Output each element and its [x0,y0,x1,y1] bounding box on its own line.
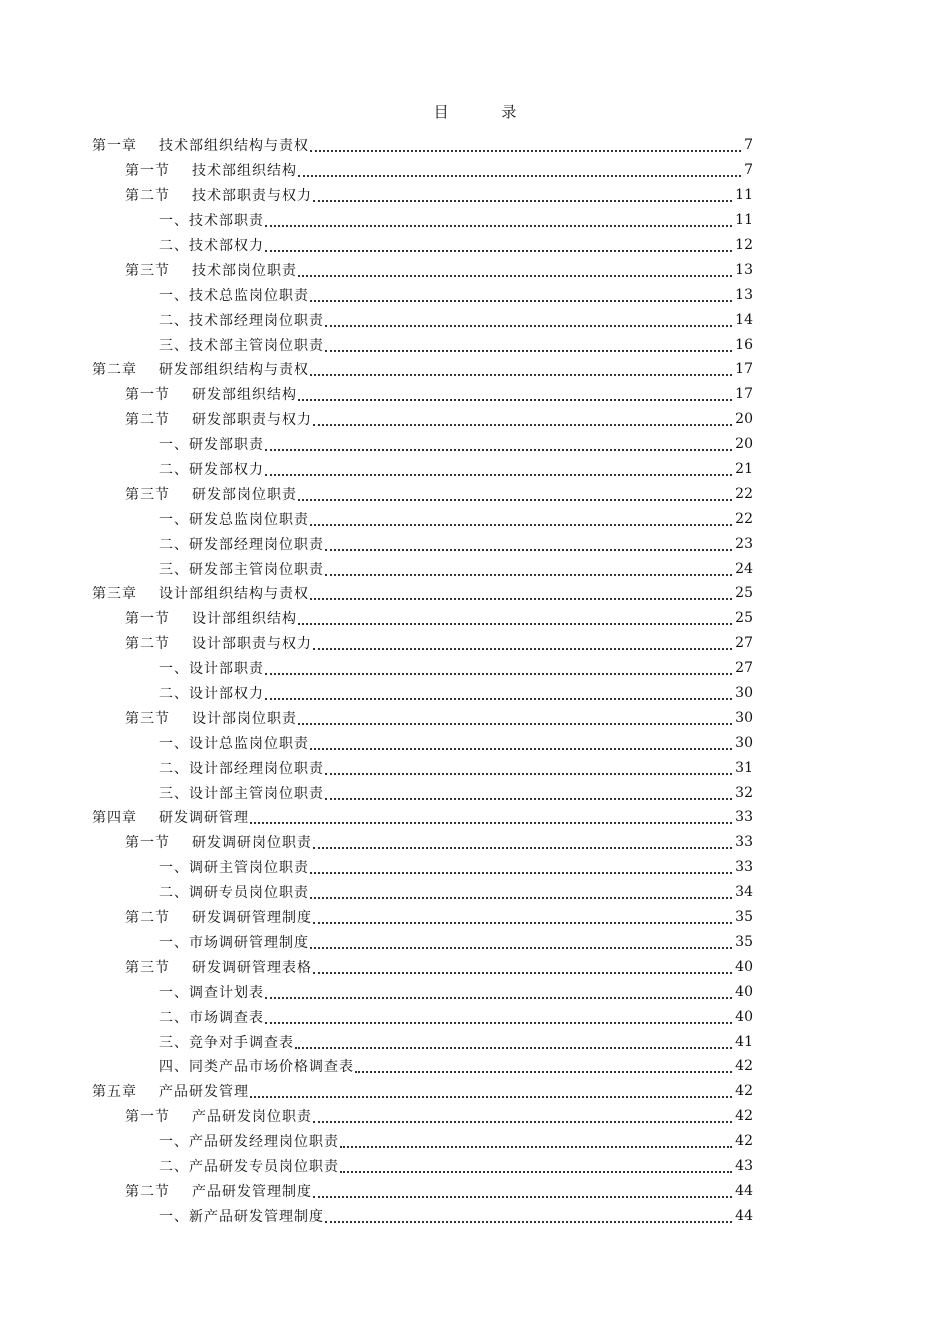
toc-entry-title: 一、设计部职责 [159,661,264,678]
toc-entry-page: 42 [735,1083,753,1100]
toc-entry-page: 30 [735,709,753,726]
toc-entry[interactable] [92,457,753,482]
toc-entry-title: 设计部职责与权力 [192,636,312,653]
toc-entry-page: 13 [735,261,753,278]
toc-entry-number: 第二节 [125,636,170,653]
toc-entry-number: 第一节 [125,387,170,404]
toc-dot-leader [313,186,732,202]
toc-entry-title: 一、调查计划表 [159,984,264,1001]
toc-dot-leader [310,734,732,750]
toc-entry[interactable] [92,1054,753,1079]
toc-entry-page: 42 [735,1108,753,1125]
toc-entry-title: 一、新产品研发管理制度 [159,1208,324,1225]
toc-dot-leader [298,385,732,401]
toc-entry[interactable] [92,631,753,656]
toc-entry-title: 设计部岗位职责 [192,710,297,727]
toc-entry-title: 一、研发总监岗位职责 [159,511,309,528]
toc-dot-leader [250,808,732,824]
toc-entry[interactable] [92,656,753,681]
toc-entry-page: 44 [735,1207,753,1224]
toc-dot-leader [325,784,732,800]
toc-entry-title: 二、调研专员岗位职责 [159,885,309,902]
toc-entry-title: 研发调研管理制度 [192,910,312,927]
toc-entry-title: 三、竞争对手调查表 [159,1034,294,1051]
toc-dot-leader [265,236,732,252]
toc-entry-title: 三、研发部主管岗位职责 [159,561,324,578]
toc-entry-title: 一、研发部职责 [159,437,264,454]
toc-entry-page: 27 [735,660,753,677]
toc-entry-page: 34 [735,884,753,901]
toc-entry-page: 14 [735,311,753,328]
toc-dot-leader [313,958,732,974]
toc-entry-page: 22 [735,510,753,527]
toc-dot-leader [310,136,741,152]
toc-dot-leader [310,510,732,526]
toc-entry-page: 11 [735,187,753,204]
toc-entry-title: 产品研发管理 [159,1084,249,1101]
toc-dot-leader [310,883,732,899]
toc-entry-title: 一、产品研发经理岗位职责 [159,1134,339,1151]
toc-entry[interactable] [92,332,753,357]
toc-entry[interactable] [92,183,753,208]
toc-entry[interactable] [92,382,753,407]
toc-entry[interactable] [92,1178,753,1203]
toc-entry-title: 设计部组织结构与责权 [159,586,309,603]
toc-entry-title: 产品研发管理制度 [192,1183,312,1200]
toc-entry-page: 30 [735,734,753,751]
toc-entry-page: 43 [735,1157,753,1174]
toc-entry-page: 32 [735,784,753,801]
toc-entry-page: 44 [735,1182,753,1199]
toc-entry-page: 40 [735,983,753,1000]
toc-entry-page: 11 [735,212,753,229]
toc-entry-title: 二、研发部权力 [159,462,264,479]
toc-dot-leader [298,609,732,625]
toc-entry-title: 研发调研管理 [159,810,249,827]
toc-entry[interactable] [92,158,753,183]
toc-dot-leader [313,833,732,849]
toc-dot-leader [325,1207,732,1223]
toc-entry[interactable] [92,257,753,282]
toc-entry[interactable] [92,855,753,880]
toc-dot-leader [313,634,732,650]
toc-entry-title: 研发调研岗位职责 [192,835,312,852]
toc-entry-number: 第一节 [125,163,170,180]
toc-entry-number: 第三节 [125,710,170,727]
toc-entry[interactable] [92,1203,753,1228]
toc-entry-title: 技术部组织结构 [192,163,297,180]
toc-entry-title: 二、研发部经理岗位职责 [159,536,324,553]
toc-dot-leader [298,161,741,177]
toc-entry[interactable] [92,705,753,730]
toc-entry-page: 27 [735,635,753,652]
toc-entry-title: 二、技术部权力 [159,238,264,254]
toc-entry-title: 一、调研主管岗位职责 [159,860,309,877]
toc-entry-page: 23 [735,535,753,552]
toc-entry[interactable] [92,930,753,955]
toc-entry-page: 20 [735,411,753,428]
toc-entry-page: 13 [735,286,753,303]
toc-entry-number: 第二节 [125,1183,170,1200]
toc-entry-page: 7 [744,137,753,154]
toc-entry-page: 41 [735,1033,753,1050]
toc-entry-page: 7 [744,162,753,179]
toc-dot-leader [355,1057,732,1073]
toc-entry-page: 16 [735,336,753,353]
toc-entry-title: 一、市场调研管理制度 [159,934,309,951]
toc-title: 目 录 [433,103,541,121]
toc-entry-page: 40 [735,958,753,975]
toc-entry-title: 二、技术部经理岗位职责 [159,312,324,329]
toc-dot-leader [325,759,732,775]
toc-dot-leader [310,360,732,376]
toc-entry-title: 三、技术部主管岗位职责 [159,337,324,354]
toc-entry-title: 二、设计部经理岗位职责 [159,760,324,777]
toc-entry-page: 17 [735,386,753,403]
toc-entry-title: 研发部职责与权力 [192,412,312,429]
toc-entry-page: 25 [735,610,753,627]
toc-dot-leader [265,211,732,227]
toc-entry-page: 17 [735,361,753,378]
toc-entry-number: 第一节 [125,611,170,628]
toc-entry[interactable] [92,282,753,307]
toc-entry[interactable] [92,133,753,158]
toc-dot-leader [325,535,732,551]
toc-dot-leader [265,460,732,476]
toc-entry-title: 产品研发岗位职责 [192,1109,312,1126]
toc-dot-leader [340,1157,732,1173]
toc-dot-leader [313,1107,732,1123]
toc-entry-number: 第二章 [92,362,137,379]
toc-entry[interactable] [92,357,753,382]
toc-entry[interactable] [92,880,753,905]
toc-entry-title: 研发调研管理表格 [192,959,312,976]
toc-entry-title: 二、市场调查表 [159,1009,264,1026]
toc-entry-number: 第三节 [125,959,170,976]
toc-entry-page: 25 [735,585,753,602]
toc-entry[interactable] [92,606,753,631]
toc-dot-leader [325,336,732,352]
toc-entry-page: 22 [735,485,753,502]
toc-entry-title: 技术部组织结构与责权 [159,138,309,155]
toc-entry[interactable] [92,531,753,556]
toc-entry-number: 第二节 [125,910,170,927]
toc-entry-title: 设计部组织结构 [192,611,297,628]
toc-entry-title: 技术部岗位职责 [192,262,297,279]
toc-entry[interactable] [92,307,753,332]
toc-dot-leader [250,1082,732,1098]
toc-entry[interactable] [92,506,753,531]
toc-entry-number: 第四章 [92,810,137,827]
toc-dot-leader [313,908,732,924]
toc-dot-leader [298,709,732,725]
toc-dot-leader [310,858,732,874]
toc-dot-leader [313,410,732,426]
toc-entry-page: 30 [735,685,753,702]
toc-entry[interactable] [92,954,753,979]
toc-dot-leader [298,485,732,501]
toc-entry-page: 35 [735,933,753,950]
toc-entry[interactable] [92,805,753,830]
toc-dot-leader [310,933,732,949]
toc-entry[interactable] [92,905,753,930]
toc-entry[interactable] [92,681,753,706]
toc-entry-page: 20 [735,436,753,453]
toc-dot-leader [295,1033,732,1049]
toc-entry-title: 一、设计总监岗位职责 [159,735,309,752]
toc-entry-title: 研发部组织结构与责权 [159,362,309,379]
toc-entry-page: 31 [735,759,753,776]
toc-entry-page: 33 [735,859,753,876]
toc-entry-page: 40 [735,1008,753,1025]
toc-entry[interactable] [92,1104,753,1129]
toc-entry-number: 第三章 [92,586,137,603]
toc-entry[interactable] [92,1079,753,1104]
toc-entry-title: 三、设计部主管岗位职责 [159,785,324,802]
toc-dot-leader [310,584,732,600]
toc-entry[interactable] [92,830,753,855]
toc-entry-title: 研发部岗位职责 [192,486,297,503]
toc-dot-leader [265,983,732,999]
toc-entry[interactable] [92,755,753,780]
toc-entry-page: 42 [735,1058,753,1075]
toc-entry[interactable] [92,556,753,581]
toc-entry[interactable] [92,1029,753,1054]
toc-entry-title: 一、技术总监岗位职责 [159,287,309,304]
toc-entry[interactable] [92,407,753,432]
toc-entry-title: 二、设计部权力 [159,686,264,703]
toc-entry-number: 第三节 [125,262,170,279]
toc-entry-page: 33 [735,809,753,826]
toc-dot-leader [265,435,732,451]
toc-entry-number: 第五章 [92,1084,137,1101]
toc-entry-title: 一、技术部职责 [159,213,264,230]
toc-entry-title: 四、同类产品市场价格调查表 [159,1059,354,1076]
toc-entry[interactable] [92,1004,753,1029]
toc-dot-leader [340,1132,732,1148]
toc-entry[interactable] [92,233,753,258]
toc-entry[interactable] [92,208,753,233]
toc-entry-number: 第二节 [125,412,170,429]
toc-entry-number: 第二节 [125,188,170,205]
toc-dot-leader [325,311,732,327]
toc-entry-title: 技术部职责与权力 [192,188,312,205]
toc-entry-page: 35 [735,909,753,926]
toc-entry-number: 第三节 [125,486,170,503]
toc-entry-number: 第一节 [125,1109,170,1126]
toc-entry[interactable] [92,780,753,805]
toc-entry-page: 42 [735,1133,753,1150]
toc-entry-number: 第一章 [92,138,137,155]
toc-entry[interactable] [92,581,753,606]
toc-entry[interactable] [92,1129,753,1154]
toc-dot-leader [265,684,732,700]
toc-dot-leader [310,286,732,302]
toc-entry-number: 第一节 [125,835,170,852]
toc-entry[interactable] [92,481,753,506]
toc-list [92,133,753,1228]
toc-entry-page: 24 [735,560,753,577]
toc-entry-page: 12 [735,237,753,253]
toc-entry[interactable] [92,730,753,755]
toc-dot-leader [265,659,732,675]
toc-entry-title: 二、产品研发专员岗位职责 [159,1158,339,1175]
toc-entry[interactable] [92,1154,753,1179]
toc-dot-leader [265,1008,732,1024]
toc-entry[interactable] [92,432,753,457]
toc-entry-title: 研发部组织结构 [192,387,297,404]
toc-dot-leader [325,560,732,576]
toc-dot-leader [313,1182,732,1198]
toc-entry-page: 21 [735,461,753,478]
toc-dot-leader [298,261,732,277]
toc-entry[interactable] [92,979,753,1004]
toc-entry-page: 33 [735,834,753,851]
